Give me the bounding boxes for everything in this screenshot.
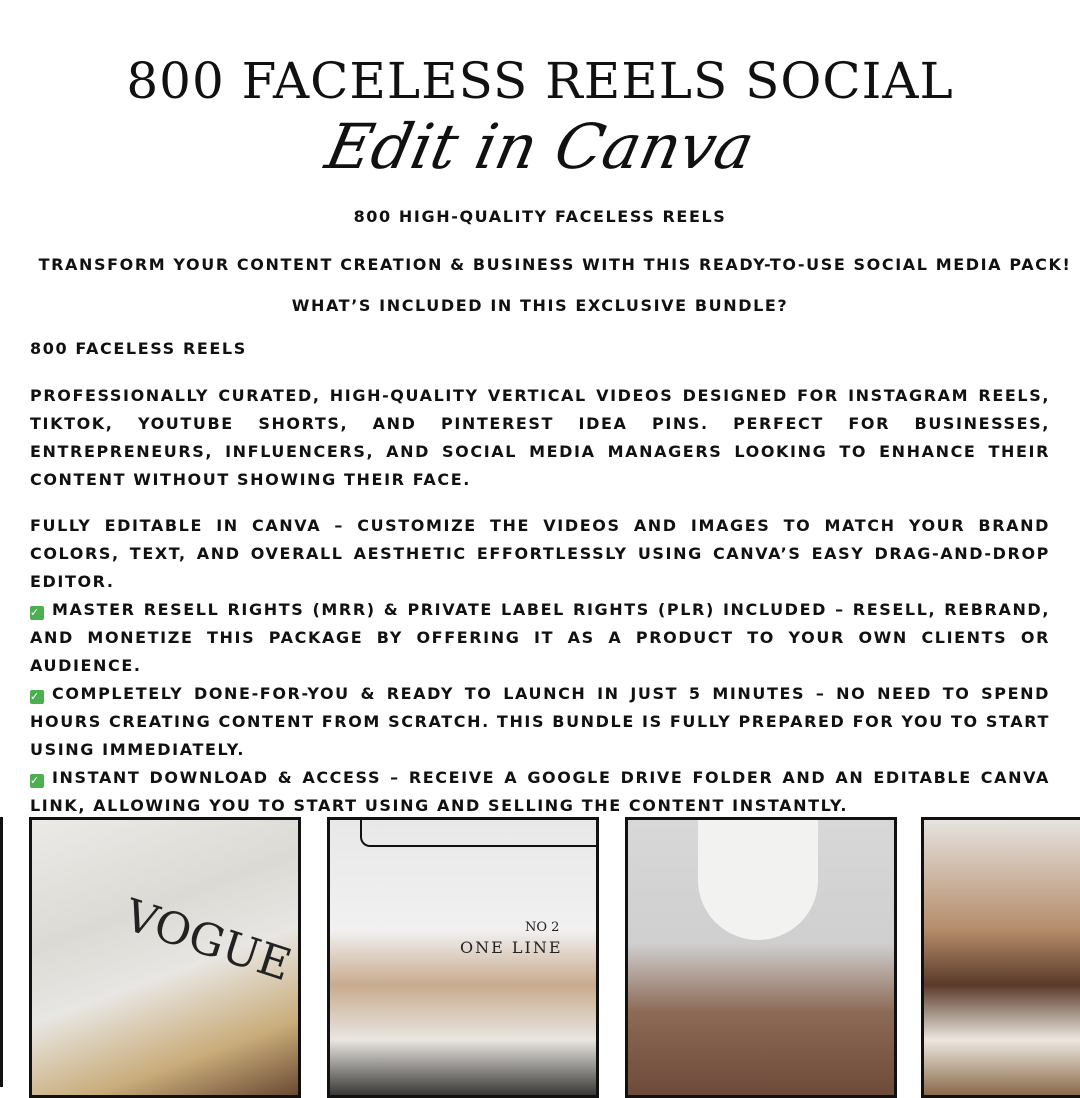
included-question: WHAT’S INCLUDED IN THIS EXCLUSIVE BUNDLE? bbox=[291, 296, 789, 315]
feature-item: ✓ MASTER RESELL RIGHTS (MRR) & PRIVATE LABEL RIGHTS (PLR) INCLUDED – RESELL, REBRAND, AND MONETIZE THIS PACKAGE BY OFFERING IT AS A PRODUCT TO YOUR OWN CLIENTS OR AUDIENCE. bbox=[30, 600, 1050, 675]
photo-coffee-glass: NO 2 ONE LINE bbox=[327, 817, 599, 1098]
feature-item: ✓ COMPLETELY DONE-FOR-YOU & READY TO LAUNCH IN JUST 5 MINUTES – NO NEED TO SPEND HOURS CREATING CONTENT FROM SCRATCH. THIS BUNDLE IS FULLY PREPARED FOR YOU TO START USING IMMEDIATELY. bbox=[30, 684, 1050, 759]
subtitle: 800 HIGH-QUALITY FACELESS REELS bbox=[353, 207, 727, 226]
section-heading: 800 FACELESS REELS bbox=[30, 339, 247, 358]
description-paragraph: PROFESSIONALLY CURATED, HIGH-QUALITY VERTICAL VIDEOS DESIGNED FOR INSTAGRAM REELS, TIKTOK, YOUTUBE SHORTS, AND PINTEREST IDEA PINS. PERFECT FOR BUSINESSES, ENTREPRENEURS, INFLUENCERS, AND SOCIAL MEDIA MANAGERS LOOKING TO ENHANCE THEIR CONTENT WITHOUT SHOWING THEIR FACE. bbox=[30, 386, 1050, 489]
feature-item: ✓ INSTANT DOWNLOAD & ACCESS – RECEIVE A GOOGLE DRIVE FOLDER AND AN EDITABLE CANVA LINK, ALLOWING YOU TO START USING AND SELLING THE CONTENT INSTANTLY. bbox=[30, 768, 1050, 815]
photo-edge bbox=[0, 817, 3, 1087]
script-subtitle: Edit in Canva bbox=[319, 110, 761, 183]
tagline: TRANSFORM YOUR CONTENT CREATION & BUSINESS WITH THIS READY-TO-USE SOCIAL MEDIA PACK! bbox=[38, 255, 1072, 274]
check-mark-icon: ✓ bbox=[30, 690, 44, 704]
photo-candle-coffee bbox=[921, 817, 1080, 1098]
check-mark-icon: ✓ bbox=[30, 606, 44, 620]
photo-vogue-magazine: VOGUE bbox=[29, 817, 301, 1098]
photo-chocolate-pour bbox=[625, 817, 897, 1098]
main-title: 800 FACELESS REELS SOCIAL bbox=[126, 52, 954, 110]
check-mark-icon: ✓ bbox=[30, 774, 44, 788]
feature-list bbox=[30, 596, 1050, 820]
canva-paragraph: FULLY EDITABLE IN CANVA – CUSTOMIZE THE VIDEOS AND IMAGES TO MATCH YOUR BRAND COLORS, TEXT, AND OVERALL AESTHETIC EFFORTLESSLY USING CANVA’S EASY DRAG-AND-DROP EDITOR. bbox=[30, 516, 1050, 591]
